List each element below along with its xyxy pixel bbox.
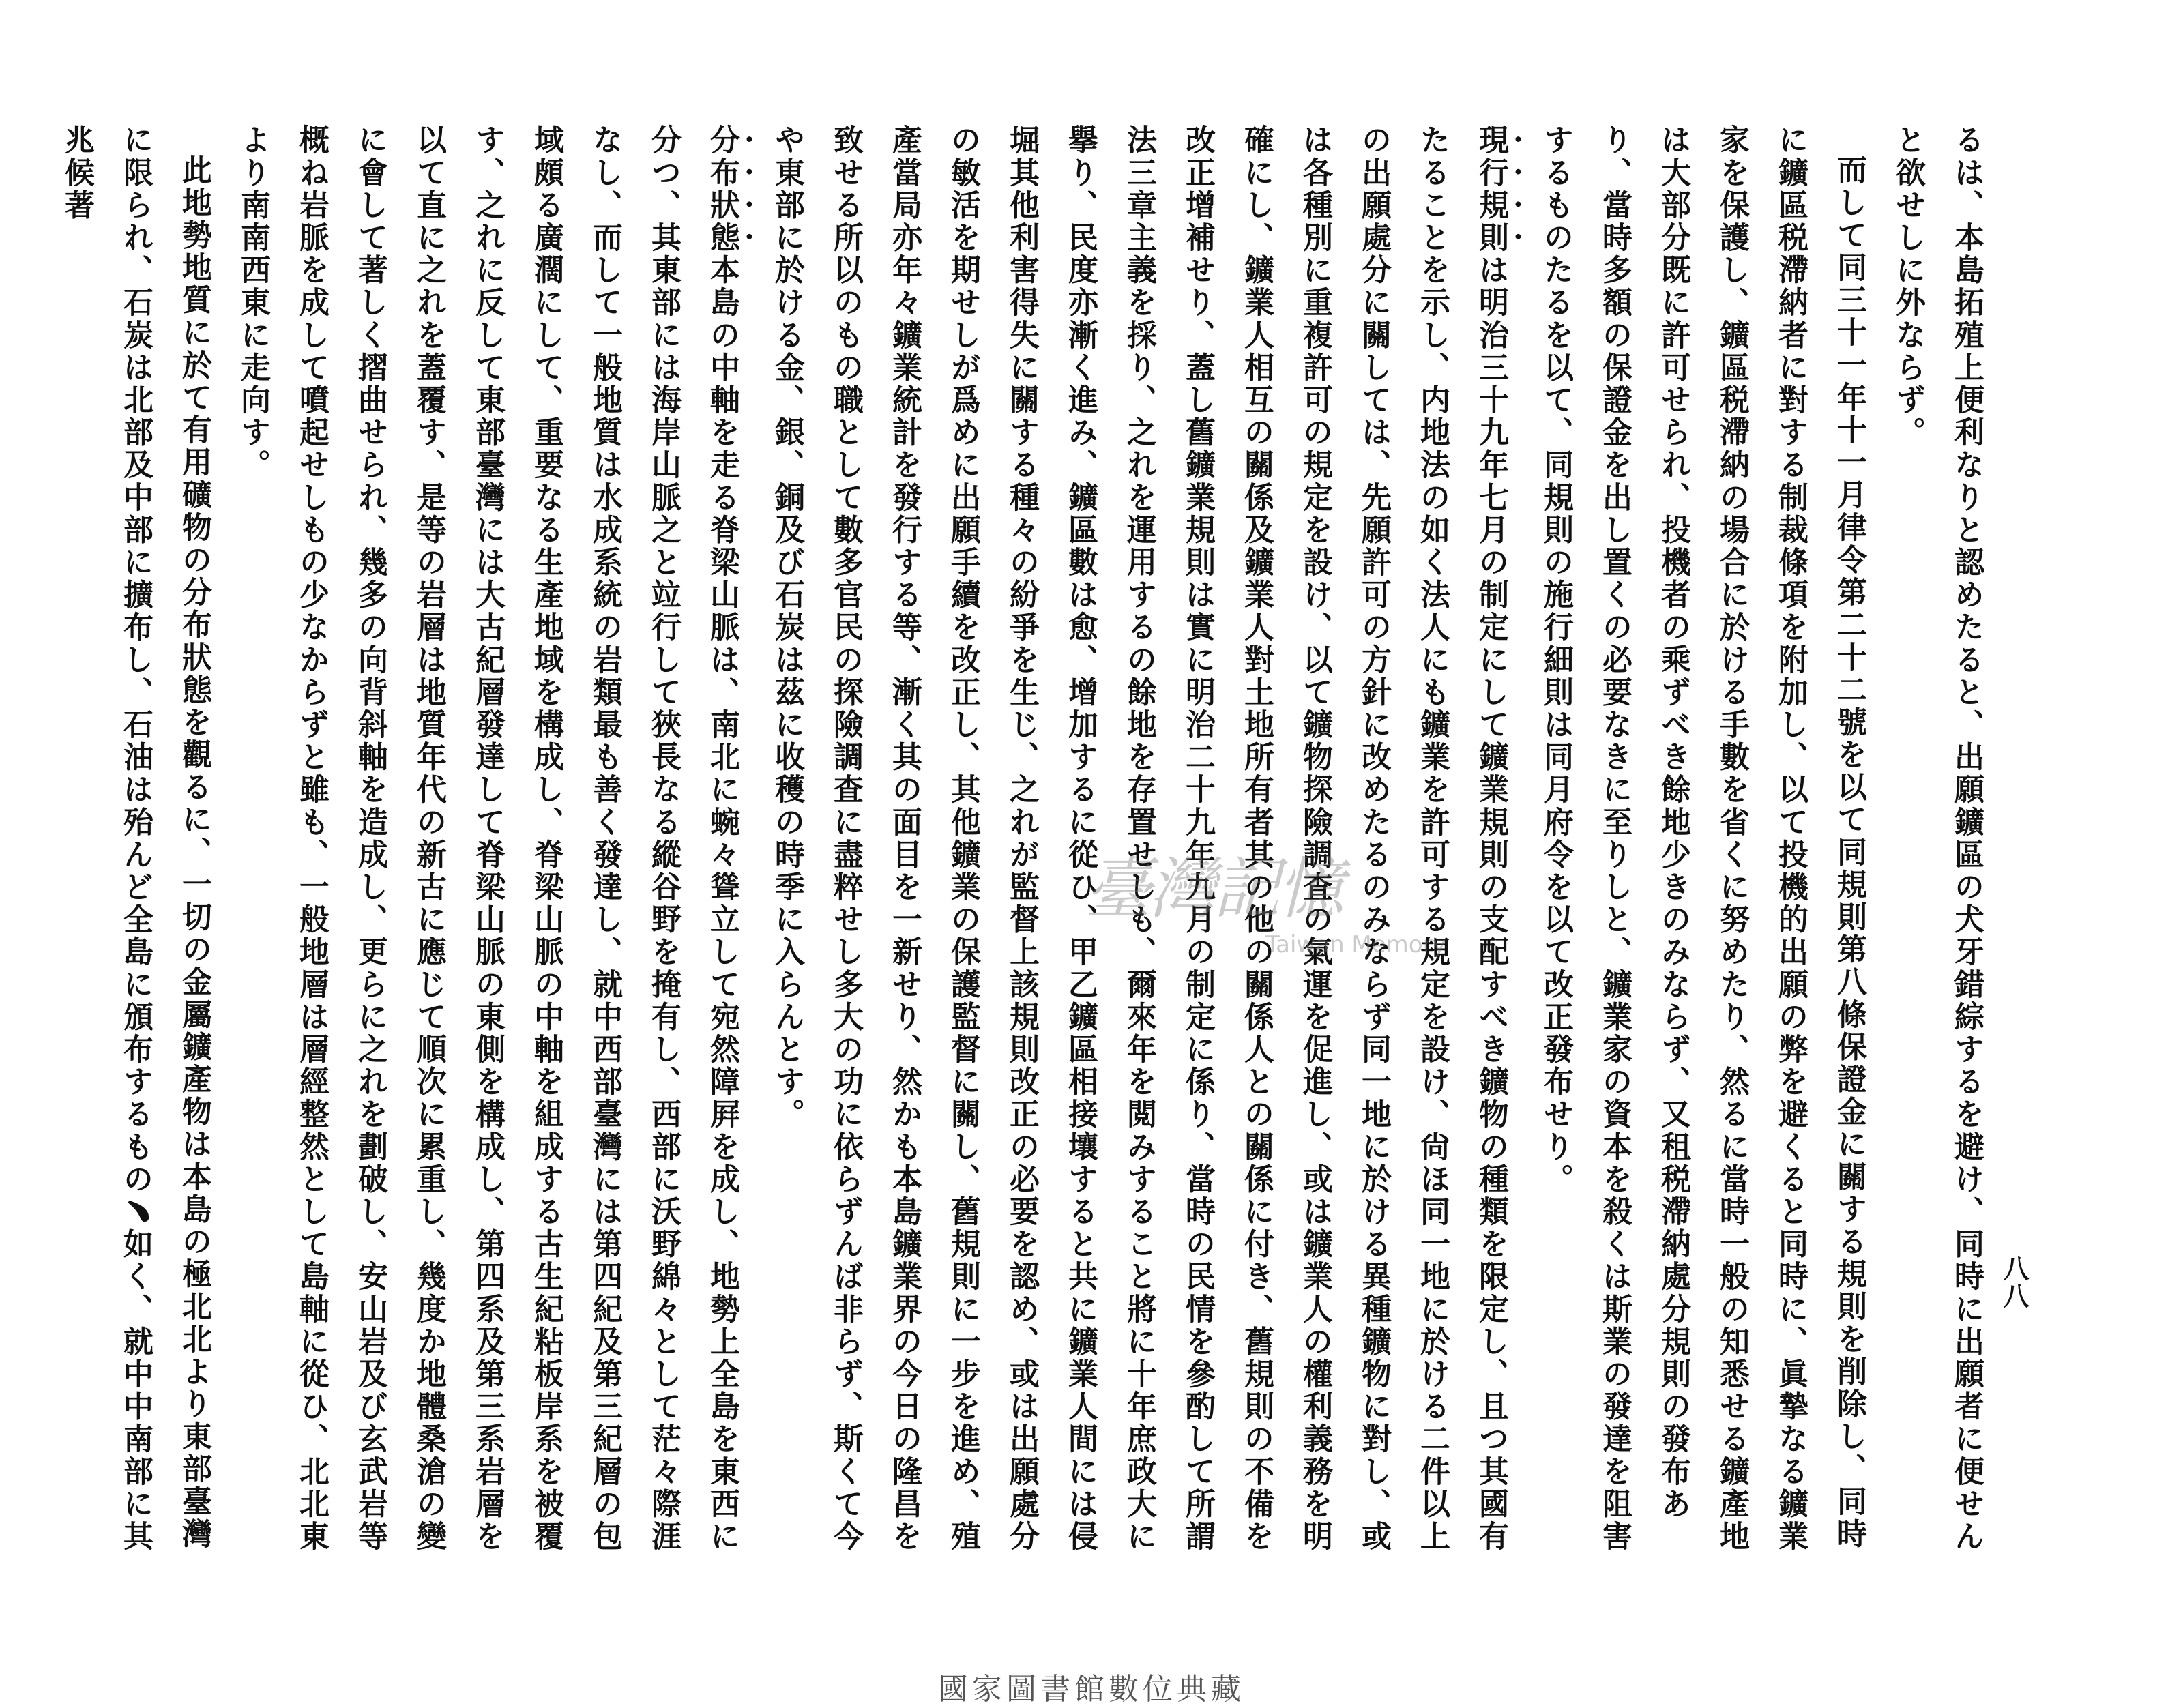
section-heading-current-rules: 現行規則 <box>1474 124 1508 254</box>
paragraph-2: 而して同三十一年十一月律令第二十二號を以て同規則第八條保證金に關する規則を削除し、同時に鑛區税滯納者に對する制裁條項を附加し、以て投機的出願の弊を避くると同時に、眞摯なる鑛業家を保護し、鑛區税滯納の場合に於ける手數を省くに努めたり、然るに當時一般の知悉せる鑛產地は大部分既に許可せられ、投機者の乘ずべき餘地少きのみならず、又租税滯納處分規則の發布あり、當時多額の保證金を出し置くの必要なきに至りしと、鑛業家の資本を殺くは斯業の發達を阻害するものたるを以て、同規則の施行細則は同月府令を以て改正發布せり。 <box>1538 124 1866 1553</box>
paragraph-3 <box>757 124 1526 1563</box>
page-number: 八八 <box>1999 1255 2030 1310</box>
watermark-english-text: Taiwan Memory <box>1265 931 1446 958</box>
paragraph-5: 此地勢地質に於て有用礦物の分布狀態を觀るに、一切の金屬鑛產物は本島の極北北より東部臺灣に限られ、石炭は北部及中部に擴布し、石油は殆んど全島に頒布するもの﹅如く、就中中南部に其兆候著 <box>59 124 211 1553</box>
paragraph-3-text: は明治三十九年七月の制定にして鑛業規則の支配すべき鑛物の種類を限定し、且つ其國有たることを示し、内地法の如く法人にも鑛業を許可する規定を設け、尙ほ同一地に於ける二件以上の出願處分に關しては、先願許可の方針に改めたるのみならず同一地に於ける異種鑛物に對し、或は各種別に重複許可の規定を設け、以て鑛物探險調査の氣運を促進し、或は鑛業人の權利義務を明確にし、鑛業人相互の關係及鑛業人對土地所有者其の他の關係人との關係に付き、舊規則の不備を改正增補せり、蓋し舊鑛業規則は實に明治二十九年九月の制定に係り、當時の民情を參酌して所謂法三章主義を採り、之れを運用するの餘地を存置せしも、爾來年を閲みすること將に十年庶政大に擧り、民度亦漸く進み、鑛區數は愈、增加するに從ひ、甲乙鑛區相接壤すると共に鑛業人間には侵堀其他利害得失に關する種々の紛爭を生じ、之れが監督上該規則改正の必要を認め、或は出願處分の敏活を期せしが爲めに出願手續を改正し、其他鑛業の保護監督に關し、舊規則に一步を進め、殖產當局亦年々鑛業統計を發行する等、漸く其の面目を一新せり、然かも本島鑛業界の今日の隆昌を致せる所以のもの職として數多官民の探險調査に盡粹せし多大の功に依らずんば非らず、斯くて今や東部に於ける金、銀、銅及び石炭は茲に收穫の時季に入らんとす。 <box>770 124 1508 1553</box>
body-text <box>59 124 1995 1563</box>
watermark-chinese-text: 臺灣記憶 <box>1085 851 1342 928</box>
paragraph-4 <box>223 124 757 1563</box>
paragraph-1: るは、本島拓殖上便利なりと認めたると、出願鑛區の犬牙錯綜するを避け、同時に出願者に便せんと欲せしに外ならず。 <box>1890 124 1984 1553</box>
section-heading-distribution: 分布狀態 <box>705 124 739 254</box>
paragraph-4-text: 本島の中軸を走る脊梁山脈は、南北に蜿々聳立して宛然障屛を成し、地勢上全島を東西に分つ、其東部には海岸山脈之と竝行して狹長なる縱谷野を掩有し、西部に沃野綿々として茫々際涯なし、而して一般地質は水成系統の岩類最も善く發達し、就中西部臺灣には第四紀及第三紀層の包域頗る廣濶にして、重要なる生產地域を構成し、脊梁山脈の中軸を組成する古生紀粘板岸系を被覆す、之れに反して東部臺灣には大古紀層發達して脊梁山脈の東側を構成し、第四系及第三系岩層を以て直に之れを蓋覆す、是等の岩層は地質年代の新古に應じて順次に累重し、幾度か地體桑滄の變に會して著しく摺曲せられ、幾多の向背斜軸を造成し、更らに之れを劃破し、安山岩及び玄武岩等概ね岩脈を成して噴起せしもの少なからずと雖も、一般地層は層經整然として島軸に從ひ、北北東より南南西東に走向す。 <box>235 124 739 1553</box>
library-footer: 國家圖書館數位典藏 <box>938 1672 1245 1707</box>
